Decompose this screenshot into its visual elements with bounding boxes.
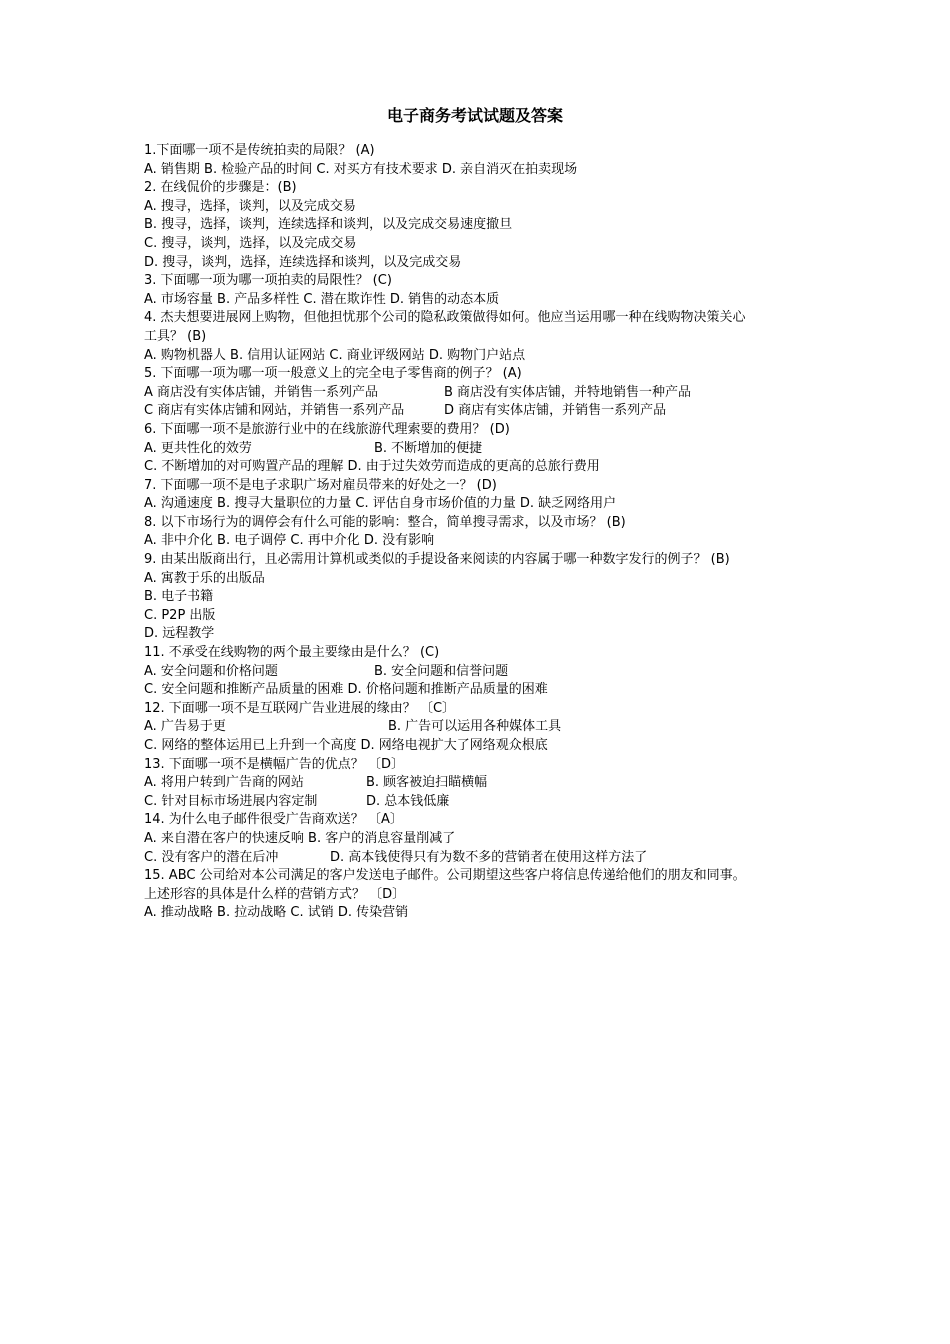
text-segment: C. 网络的整体运用已上升到一个高度 D. 网络电视扩大了网络观众根底 [144,738,548,753]
text-line [144,830,824,849]
text-segment: A 商店没有实体店铺，并销售一系列产品 [144,384,379,400]
text-segment: 2. 在线侃价的步骤是：(B) [144,180,297,196]
text-line [144,737,824,756]
text-segment: 5. 下面哪一项为哪一项一般意义上的完全电子零售商的例子？ (A) [144,366,522,382]
text-segment: A. 搜寻，选择，谈判，以及完成交易 [144,198,356,214]
text-segment: D. 远程教学 [144,626,215,642]
text-line [144,235,824,254]
text-line [144,291,824,310]
text-segment: 6. 下面哪一项不是旅游行业中的在线旅游代理索要的费用？ (D) [144,421,510,437]
text-segment: 11. 不承受在线购物的两个最主要缘由是什么？ (C) [144,645,440,661]
text-line [144,681,824,700]
text-segment: C. P2P 出版 [144,607,216,623]
text-segment: A. 沟通速度 B. 搜寻大量职位的力量 C. 评估自身市场价值的力量 D. 缺乏网络用户 [144,496,617,512]
text-segment: A. 安全问题和价格问题 [144,663,278,679]
text-segment: C. 搜寻，谈判，选择，以及完成交易 [144,235,357,251]
text-segment: D. 高本钱使得只有为数不多的营销者在使用这样方法了 [330,849,648,865]
text-segment: 13. 下面哪一项不是横幅广告的优点？ 〔D〕 [144,756,404,772]
text-segment: 1.下面哪一项不是传统拍卖的局限？ (A) [144,143,375,158]
text-line [144,532,824,551]
text-segment: 9. 由某出版商出行，且必需用计算机或类似的手提设备来阅读的内容属于哪一种数字发行的例子？ (B) [144,552,730,568]
text-line [144,811,824,830]
text-segment: D 商店有实体店铺，并销售一系列产品 [444,403,667,419]
text-line [144,886,824,905]
text-line [144,458,824,477]
text-segment: C. 不断增加的对可购置产品的理解 D. 由于过失效劳而造成的更高的总旅行费用 [144,459,600,475]
text-line [144,272,824,291]
text-segment: A. 销售期 B. 检验产品的时间 C. 对买方有技术要求 D. 亲自消灭在拍卖现场 [144,161,578,177]
text-segment: 7. 下面哪一项不是电子求职广场对雇员带来的好处之一？ (D) [144,477,497,493]
text-segment: A. 推动战略 B. 拉动战略 C. 试销 D. 传染营销 [144,905,409,921]
text-line [144,216,824,235]
text-line [144,718,824,737]
text-segment: B. 搜寻，选择，谈判，连续选择和谈判，以及完成交易速度撤旦 [144,217,513,233]
text-segment: A. 非中介化 B. 电子调停 C. 再中介化 D. 没有影响 [144,533,435,549]
document-title: 电子商务考试试题及答案 [386,106,563,125]
text-line [144,161,824,180]
text-line [144,365,824,384]
text-segment: 上述形容的具体是什么样的营销方式？ 〔D〕 [144,886,406,902]
text-line [144,328,824,347]
text-segment: C. 针对目标市场进展内容定制 [144,793,318,809]
text-segment: B. 安全问题和信誉问题 [374,663,509,679]
text-segment: D. 总本钱低廉 [366,793,450,809]
text-line [144,514,824,533]
text-segment: 15. ABC 公司给对本公司满足的客户发送电子邮件。公司期望这些客户将信息传递给他们的朋友和同事。 [144,868,746,884]
text-segment: B. 广告可以运用各种媒体工具 [388,719,562,735]
text-line [144,607,824,626]
text-segment: A. 将用户转到广告商的网站 [144,775,304,791]
text-segment: B. 不断增加的便捷 [374,440,483,456]
text-line [144,793,824,812]
text-segment: B. 顾客被迫扫瞄横幅 [366,775,488,791]
text-line [144,402,824,421]
text-line [144,198,824,217]
text-line [144,309,824,328]
text-segment: 8. 以下市场行为的调停会有什么可能的影响：整合，简单搜寻需求，以及市场？ (B) [144,514,626,530]
text-segment: A. 来自潜在客户的快速反响 B. 客户的消息容量削减了 [144,830,456,846]
text-line [144,700,824,719]
text-line [144,588,824,607]
text-segment: 工具？ (B) [144,328,207,344]
text-line [144,625,824,644]
text-line [144,421,824,440]
text-segment: C. 安全问题和推断产品质量的困难 D. 价格问题和推断产品质量的困难 [144,682,548,698]
document-body [144,142,824,923]
text-segment: A. 市场容量 B. 产品多样性 C. 潜在欺诈性 D. 销售的动态本质 [144,291,500,307]
text-line [144,495,824,514]
text-line [144,551,824,570]
text-line [144,644,824,663]
text-line [144,849,824,868]
text-line [144,254,824,273]
text-segment: B 商店没有实体店铺，并特地销售一种产品 [444,384,692,400]
text-segment: B. 电子书籍 [144,589,214,605]
text-line [144,663,824,682]
text-segment: D. 搜寻，谈判，选择，连续选择和谈判，以及完成交易 [144,254,462,270]
text-line [144,867,824,886]
text-segment: 12. 下面哪一项不是互联网广告业进展的缘由？ 〔C〕 [144,700,456,716]
text-line [144,384,824,403]
text-segment: 4. 杰夫想要进展网上购物，但他担忧那个公司的隐私政策做得如何。他应当运用哪一种在线购物决策关心 [144,310,746,326]
text-segment: A. 更共性化的效劳 [144,440,252,456]
text-segment: A. 寓教于乐的出版品 [144,570,265,586]
text-segment: A. 广告易于更 [144,719,226,735]
text-segment: A. 购物机器人 B. 信用认证网站 C. 商业评级网站 D. 购物门户站点 [144,347,526,363]
text-segment: 14. 为什么电子邮件很受广告商欢送？ 〔A〕 [144,812,403,828]
text-line [144,904,824,923]
text-segment: C. 没有客户的潜在后冲 [144,849,279,865]
text-line [144,142,824,161]
text-segment: 3. 下面哪一项为哪一项拍卖的局限性？ (C) [144,273,392,289]
text-line [144,570,824,589]
text-line [144,440,824,459]
text-line [144,756,824,775]
text-line [144,477,824,496]
text-line [144,774,824,793]
text-segment: C 商店有实体店铺和网站，并销售一系列产品 [144,403,405,419]
text-line [144,347,824,366]
text-line [144,179,824,198]
